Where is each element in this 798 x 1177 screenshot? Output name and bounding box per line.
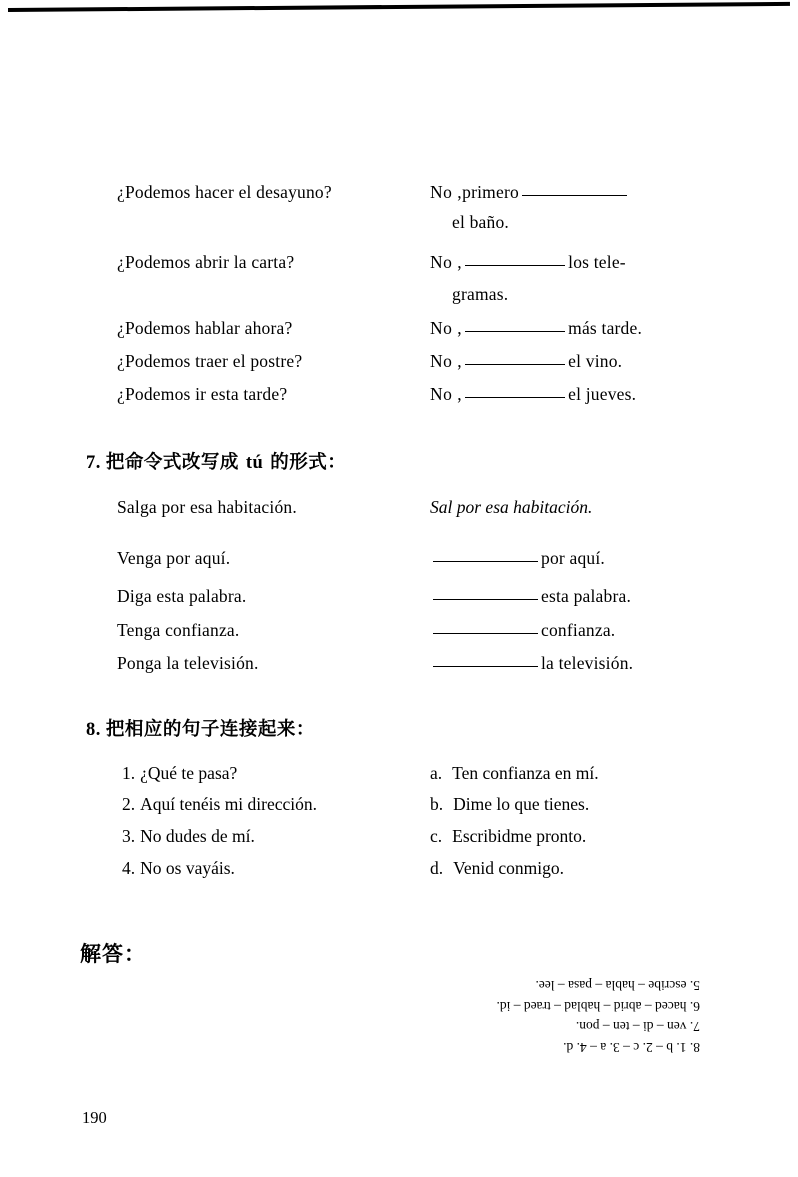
fill-in-blank[interactable] [522,195,627,196]
answer-prefix: No , [430,318,463,338]
fill-in-blank[interactable] [465,265,565,266]
page-number: 190 [82,1108,107,1127]
match-left-text: No dudes de mí. [140,826,255,846]
answer-key-line: 6. haced – abrid – hablad – traed – id. [496,999,700,1015]
page-top-rule [8,2,790,12]
exercise-8-number: 8. [86,720,101,740]
answer-suffix: el jueves. [568,384,637,404]
match-right-text: Dime lo que tienes. [453,794,590,814]
exercise-7-heading-pre: 把命令式改写成 [105,452,246,473]
answer-key-line: 7. ven – di – ten – pon. [575,1019,700,1035]
prompt-text: Tenga confianza. [117,620,240,640]
fill-in-blank[interactable] [465,364,565,365]
answer-text [430,182,630,203]
match-left-marker: 4. [122,858,136,878]
match-left-item[interactable] [122,826,255,847]
match-left-marker: 3. [122,826,136,846]
prompt-text: ¿Podemos traer el postre? [117,351,303,371]
match-right-text: Venid conmigo. [453,858,564,878]
exercise-7-heading [86,448,346,474]
answer-prefix: No , [430,182,463,202]
match-left-item[interactable] [122,763,237,784]
answer-text [430,548,605,569]
answer-text [430,384,636,405]
match-left-text: No os vayáis. [140,858,235,878]
answer-prefix: No , [430,384,463,404]
prompt-text: Ponga la televisión. [117,653,259,673]
answer-suffix: más tarde. [568,318,643,338]
answer-suffix: el vino. [568,351,623,371]
exercise-7-heading-tu: tú [245,453,264,473]
match-left-marker: 1. [122,763,136,783]
answer-key-heading: 解答： [80,942,146,966]
match-right-item[interactable] [430,794,589,815]
match-left-marker: 2. [122,794,136,814]
answer-text [430,318,642,339]
answer-prefix: No , [430,252,463,272]
match-left-item[interactable] [122,858,235,879]
answer-key-block [280,975,700,1057]
match-right-item[interactable] [430,763,599,784]
answer-wrap-text: gramas. [452,284,509,304]
answer-wrap-text: el baño. [452,212,509,232]
answer-text [430,252,626,273]
match-right-text: Ten confianza en mí. [452,763,599,783]
fill-in-blank[interactable] [433,666,538,667]
fill-in-blank[interactable] [465,331,565,332]
answer-suffix: esta palabra. [541,586,632,606]
answer-key-line: 5. escribe – habla – pasa – lee. [535,978,700,994]
match-right-marker: d. [430,858,444,878]
answer-suffix: la televisión. [541,653,634,673]
answer-key-line: 8. 1. b – 2. c – 3. a – 4. d. [563,1040,700,1056]
fill-in-blank[interactable] [433,633,538,634]
answer-text [430,653,633,674]
prompt-text: ¿Podemos hacer el desayuno? [117,182,332,202]
match-right-marker: a. [430,763,443,783]
match-left-text: Aquí tenéis mi dirección. [140,794,318,814]
match-right-item[interactable] [430,826,586,847]
exercise-7-heading-post: 的形式： [263,452,347,473]
match-right-item[interactable] [430,858,564,879]
answer-text [430,586,631,607]
prompt-text: Venga por aquí. [117,548,231,568]
exercise-7-number: 7. [86,453,101,473]
answer-suffix: los tele- [568,252,626,272]
fill-in-blank[interactable] [433,599,538,600]
fill-in-blank[interactable] [465,397,565,398]
answer-prefix: No , [430,351,463,371]
match-right-marker: c. [430,826,443,846]
answer-text [430,620,615,641]
fill-in-blank[interactable] [433,561,538,562]
answer-text [430,351,622,372]
match-right-text: Escribidme pronto. [452,826,587,846]
prompt-text: ¿Podemos hablar ahora? [117,318,293,338]
prompt-text: Diga esta palabra. [117,586,247,606]
match-right-marker: b. [430,794,444,814]
answer-lead: primero [462,182,519,202]
exercise-8-heading [86,715,315,741]
match-left-item[interactable] [122,794,317,815]
prompt-text: ¿Podemos abrir la carta? [117,252,295,272]
match-left-text: ¿Qué te pasa? [140,763,238,783]
answer-suffix: confianza. [541,620,616,640]
answer-suffix: por aquí. [541,548,606,568]
prompt-text: ¿Podemos ir esta tarde? [117,384,288,404]
exercise-8-heading-text: 把相应的句子连接起来： [105,719,315,740]
prompt-text: Salga por esa habitación. [117,497,297,517]
model-answer-text: Sal por esa habitación. [430,497,593,517]
